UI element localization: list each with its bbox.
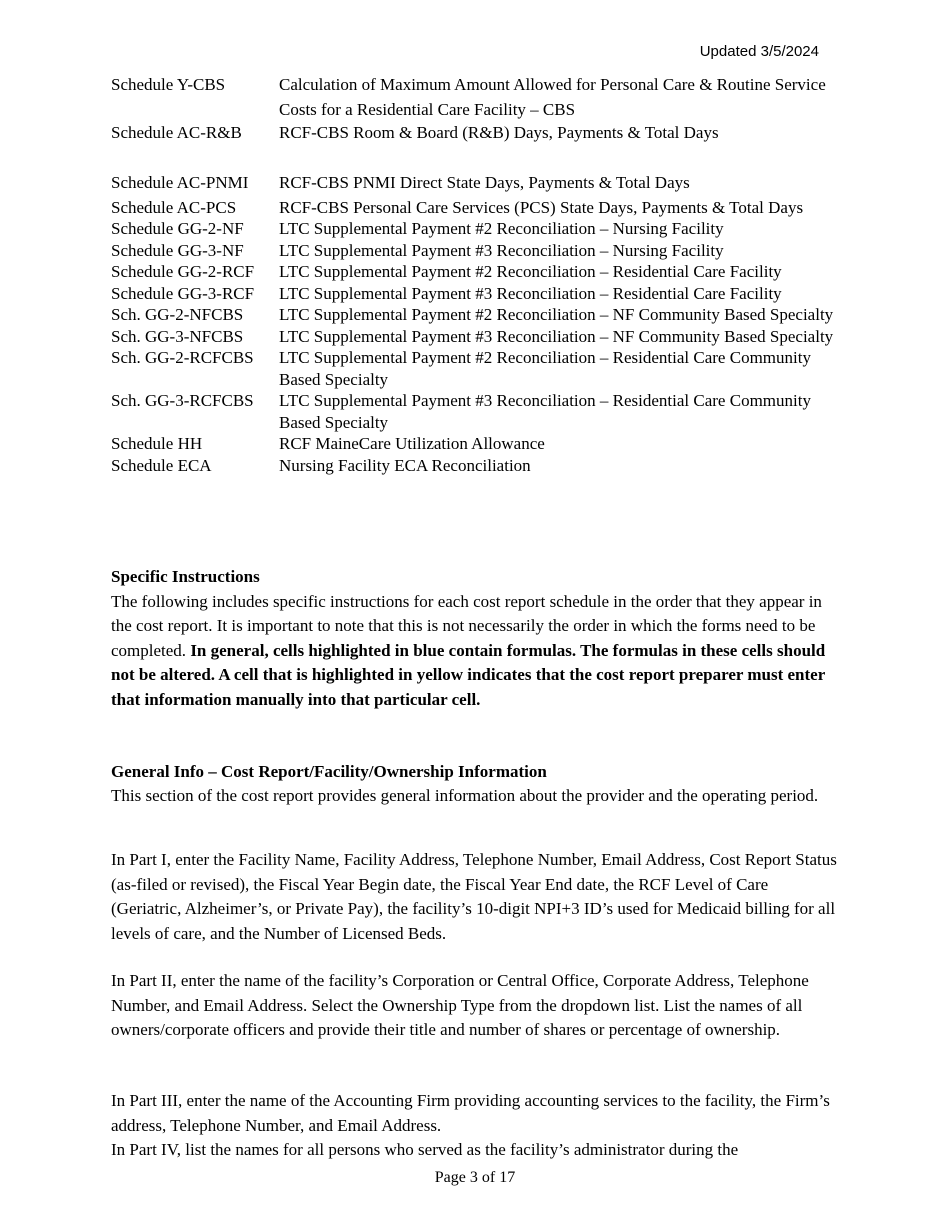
- part-4-text: In Part IV, list the names for all persons who served as the facility’s administrator during the: [111, 1140, 739, 1159]
- schedule-code: Schedule AC-PCS: [111, 198, 237, 217]
- schedule-description: Nursing Facility ECA Reconciliation: [279, 455, 531, 475]
- schedule-code: Schedule Y-CBS: [111, 75, 226, 94]
- schedule-description: LTC Supplemental Payment #3 Reconciliation – NF Community Based Specialty: [279, 326, 834, 346]
- schedule-description: Calculation of Maximum Amount Allowed for Personal Care & Routine Service Costs for a Residential Care Facility – CBS: [279, 75, 826, 119]
- schedule-description: RCF-CBS Room & Board (R&B) Days, Payments & Total Days: [279, 123, 719, 142]
- schedule-row: [111, 197, 841, 218]
- specific-instructions-body: The following includes specific instructions for each cost report schedule in the order that they appear in the cost report. It is important to note that this is not necessarily the order in which the forms need to be completed.: [111, 591, 822, 660]
- general-info-intro: This section of the cost report provides general information about the provider and the operating period.: [111, 785, 819, 805]
- schedule-row: [111, 240, 841, 262]
- schedule-row: [111, 347, 841, 390]
- schedule-code: Schedule HH: [111, 434, 203, 453]
- part-3-text: In Part III, enter the name of the Accounting Firm providing accounting services to the facility, the Firm’s address, Telephone Number, and Email Address.: [111, 1091, 830, 1135]
- schedule-list: [111, 72, 841, 476]
- schedule-code: Schedule AC-R&B: [111, 123, 242, 142]
- part-1-text: In Part I, enter the Facility Name, Facility Address, Telephone Number, Email Address, Cost Report Status (as-filed or revised), the Fiscal Year Begin date, the Fiscal Year End date, the RCF Level of Care (Geriatric, Alzheimer’s, or Private Pay), the facility’s 10-digit NPI+3 ID’s used for Medicaid billing for all levels of care, and the Number of Licensed Beds.: [111, 850, 837, 943]
- schedule-description: LTC Supplemental Payment #3 Reconciliation – Residential Care Community Based Specialty: [279, 391, 811, 432]
- general-info-section: [111, 760, 841, 806]
- general-info-heading: General Info – Cost Report/Facility/Ownership Information: [111, 762, 547, 781]
- specific-instructions-text: [111, 590, 841, 713]
- schedule-code: Schedule AC-PNMI: [111, 172, 249, 192]
- schedule-row: [111, 326, 841, 348]
- schedule-code: Schedule GG-2-RCF: [111, 262, 255, 281]
- schedule-code: Sch. GG-3-NFCBS: [111, 326, 244, 346]
- schedule-description: LTC Supplemental Payment #3 Reconciliation – Nursing Facility: [279, 240, 724, 260]
- part-2-text: In Part II, enter the name of the facility’s Corporation or Central Office, Corporate Address, Telephone Number, and Email Address. Select the Ownership Type from the dropdown list. List the names of all owners/corporate officers and provide their title and number of shares or percentage of ownership.: [111, 971, 809, 1039]
- schedule-row: [111, 283, 841, 305]
- specific-instructions-bold: In general, cells highlighted in blue contain formulas. The formulas in these cells should not be altered. A cell that is highlighted in yellow indicates that the cost report preparer must enter that information manually into that particular cell.: [111, 640, 826, 709]
- schedule-code: Schedule ECA: [111, 455, 212, 475]
- schedule-row: [111, 122, 841, 144]
- schedule-row: [111, 390, 841, 433]
- schedule-code: Sch. GG-2-RCFCBS: [111, 348, 254, 367]
- schedule-description: LTC Supplemental Payment #2 Reconciliation – Residential Care Community Based Specialty: [279, 348, 811, 389]
- schedule-row: [111, 72, 841, 122]
- page-number: Page 3 of 17: [434, 1169, 516, 1186]
- schedule-code: Schedule GG-2-NF: [111, 219, 244, 238]
- specific-instructions-heading: Specific Instructions: [111, 567, 260, 586]
- schedule-row: [111, 261, 841, 283]
- schedule-description: RCF-CBS PNMI Direct State Days, Payments & Total Days: [279, 172, 690, 192]
- part-3-4-paragraph: [111, 1089, 841, 1163]
- schedule-description: LTC Supplemental Payment #2 Reconciliation – Nursing Facility: [279, 219, 724, 238]
- schedule-row: [111, 455, 841, 477]
- schedule-code: Schedule GG-3-RCF: [111, 283, 255, 303]
- schedule-description: LTC Supplemental Payment #2 Reconciliation – Residential Care Facility: [279, 262, 782, 281]
- schedule-description: LTC Supplemental Payment #3 Reconciliation – Residential Care Facility: [279, 283, 782, 303]
- specific-instructions-section: [111, 565, 841, 712]
- schedule-code: Sch. GG-3-RCFCBS: [111, 391, 254, 410]
- schedule-row: [111, 172, 841, 194]
- updated-date: Updated 3/5/2024: [699, 43, 819, 60]
- schedule-row: [111, 218, 841, 240]
- schedule-code: Sch. GG-2-NFCBS: [111, 305, 244, 324]
- schedule-code: Schedule GG-3-NF: [111, 240, 244, 260]
- schedule-description: RCF-CBS Personal Care Services (PCS) State Days, Payments & Total Days: [279, 198, 804, 217]
- schedule-row: [111, 433, 841, 455]
- part-1-paragraph: [111, 848, 841, 946]
- schedule-description: RCF MaineCare Utilization Allowance: [279, 434, 545, 453]
- part-2-paragraph: [111, 969, 841, 1043]
- schedule-description: LTC Supplemental Payment #2 Reconciliation – NF Community Based Specialty: [279, 305, 834, 324]
- schedule-row: [111, 304, 841, 326]
